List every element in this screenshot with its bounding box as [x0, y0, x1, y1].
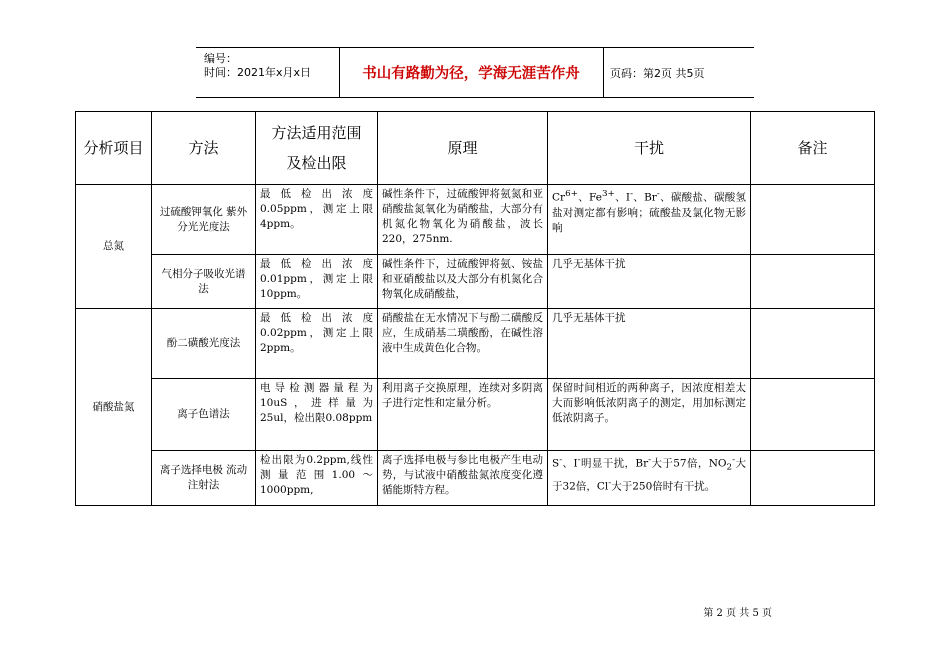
table-row [76, 451, 875, 506]
range-cell: 检出限为0.2ppm,线性测量范围1.00～1000ppm, [256, 451, 378, 506]
range-cell: 最低检出浓度0.05ppm，测定上限4ppm。 [256, 185, 378, 255]
col-header-interference: 干扰 [548, 112, 751, 185]
method-cell: 离子选择电极 流动注射法 [152, 451, 256, 506]
method-cell: 过硫酸钾氧化 紫外分光光度法 [152, 185, 256, 255]
range-cell: 电导检测器量程为10uS，进样量为25ul，检出限0.08ppm [256, 379, 378, 451]
table-row [76, 379, 875, 451]
header-divider [603, 48, 604, 97]
group-name-total-nitrogen: 总氮 [76, 185, 152, 309]
range-cell: 最低检出浓度0.01ppm，测定上限10ppm。 [256, 255, 378, 309]
col-header-range-line1: 方法适用范围 [271, 124, 362, 142]
method-cell: 气相分子吸收光谱法 [152, 255, 256, 309]
remarks-cell [751, 451, 875, 506]
table-row [76, 255, 875, 309]
remarks-cell [751, 379, 875, 451]
range-cell: 最低检出浓度0.02ppm，测定上限2ppm。 [256, 309, 378, 379]
interference-cell: 保留时间相近的两种离子，因浓度相差太大而影响低浓阴离子的测定，用加标测定低浓阴离子。 [548, 379, 751, 451]
col-header-remarks: 备注 [751, 112, 875, 185]
number-label: 编号： [204, 52, 237, 65]
time-label: 时间：2021年x月x日 [204, 66, 312, 79]
principle-cell: 硝酸盐在无水情况下与酚二磺酸反应，生成硝基二璜酸酚，在碱性溶液中生成黄色化合物。 [378, 309, 548, 379]
interference-cell: $Cr^{6+}$、$Fe^{3+}$、I-、Br-、碳酸盐、碳酸氢盐对测定都有影响；硫酸盐及氯化物无影响 [548, 185, 751, 255]
principle-cell: 碱性条件下，过硫酸钾将氨、铵盐和亚硝酸盐以及大部分有机氮化合物氧化成硝酸盐， [378, 255, 548, 309]
table-header-row [76, 112, 875, 185]
table-row [76, 185, 875, 255]
remarks-cell [751, 255, 875, 309]
header-page-label: 页码：第2页 共5页 [610, 66, 705, 80]
table-row [76, 309, 875, 379]
header-meta [204, 52, 311, 80]
header-motto: 书山有路勤为径，学海无涯苦作舟 [362, 65, 580, 82]
principle-cell: 离子选择电极与参比电极产生电动势，与试液中硝酸盐氮浓度变化遵循能斯特方程。 [378, 451, 548, 506]
method-cell: 酚二磺酸光度法 [152, 309, 256, 379]
col-header-range-line2: 及检出限 [286, 154, 347, 172]
remarks-cell [751, 185, 875, 255]
group-name-nitrate-nitrogen: 硝酸盐氮 [76, 309, 152, 506]
analysis-methods-table [75, 111, 875, 506]
interference-cell: S-、I-明显干扰，Br-大于57倍，$NO_2^-$大于32倍，Cl-大于250倍时有干扰。 [548, 451, 751, 506]
interference-cell: 几乎无基体干扰 [548, 309, 751, 379]
principle-cell: 碱性条件下，过硫酸钾将氨氮和亚硝酸盐氮氧化为硝酸盐，大部分有机氮化物氧化为硝酸盐，波长220，275nm. [378, 185, 548, 255]
page-header [196, 47, 754, 98]
principle-cell: 利用离子交换原理，连续对多阴离子进行定性和定量分析。 [378, 379, 548, 451]
col-header-method: 方法 [152, 112, 256, 185]
page-footer: 第 2 页 共 5 页 [703, 608, 772, 619]
interference-cell: 几乎无基体干扰 [548, 255, 751, 309]
col-header-principle: 原理 [378, 112, 548, 185]
method-cell: 离子色谱法 [152, 379, 256, 451]
col-header-item: 分析项目 [76, 112, 152, 185]
remarks-cell [751, 309, 875, 379]
col-header-range [256, 112, 378, 185]
